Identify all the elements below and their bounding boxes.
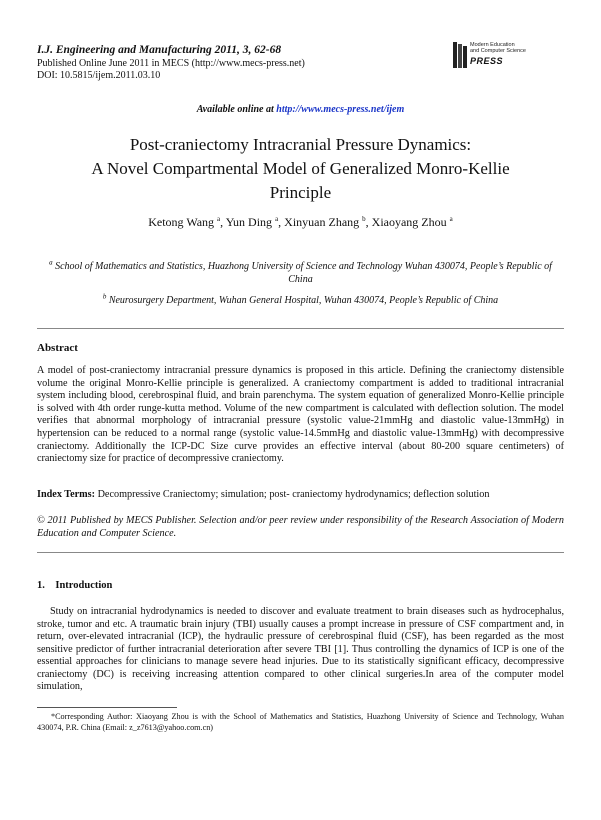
copyright-notice: © 2011 Published by MECS Publisher. Selection and/or peer review under responsibility of the Research Association of Modern Education and Computer Science.	[37, 515, 564, 539]
abstract-heading: Abstract	[37, 342, 78, 354]
index-terms-label: Index Terms:	[37, 489, 96, 500]
author-affiliation-mark: b	[362, 215, 366, 223]
abstract-body: A model of post-craniectomy intracranial pressure dynamics is proposed in this article. Defining the craniectomy distensible volume the original Monro-Kellie principle is generalized. A craniectomy compartment is added to traditional intracranial system including blood, cerebrospinal fluid, and brain parenchyma. The system equation of generalized Monro-Kellie principle is solved with 4th order runge-kutta method. Volume of the new compartment is calculated with deflection solution. The model verifies that abnormal morphology of intracranial pressure (systolic value-21mmHg and diastolic value-13mmHg) in hypertension can be reduced to a normal range (systolic value-14.5mmHg and diastolic value-13mmHg) with decompressive craniectomy. Additionally the ICP-DC Size curve provides an effective interval (about 80-200 square centimeters) of craniectomy size for practice of decompressive craniectomy.	[37, 365, 564, 465]
divider	[37, 328, 564, 329]
author-list	[0, 215, 601, 230]
logo-line-2: and Computer Science	[470, 48, 526, 55]
logo-line-1: Modern Education	[470, 42, 515, 48]
book-stack-icon	[452, 40, 468, 70]
journal-url-link[interactable]: http://www.mecs-press.net/ijem	[276, 104, 405, 115]
introduction-body: Study on intracranial hydrodynamics is needed to discover and evaluate treatment to brain diseases such as hydrocephalus, stroke, tumor and etc. A traumatic brain injury (TBI) usually causes a prompt increase in pressure of CSF compartment and, in return, over-elevated intracranial (ICP), the hydraulic pressure of cerebrospinal fluid (CSF), has been regarded as the most sensitive predictor of further intracranial deterioration after severe TBI [1]. Thus controlling the dynamics of ICP is one of the essential approaches for clinicians to manage severe head injuries. Due to its statistically significant efficacy, decompressive craniectomy (DC) is receiving increasing attention compared to other clinical surgeries.In area of the computer model simulation,	[37, 606, 564, 692]
logo-text	[470, 42, 526, 55]
paper-title	[0, 133, 601, 205]
title-line-1: Post-craniectomy Intracranial Pressure Dynamics:	[129, 135, 472, 154]
available-online	[0, 104, 601, 115]
affiliation-b-text: Neurosurgery Department, Wuhan General Hospital, Wuhan 430074, People’s Republic of China	[108, 295, 499, 306]
author-affiliation-mark: a	[449, 215, 453, 223]
author-separator: ,	[220, 215, 226, 229]
doi-line: DOI: 10.5815/ijem.2011.03.10	[37, 70, 161, 81]
author-separator: ,	[278, 215, 285, 229]
author-name: Yun Ding	[225, 215, 273, 229]
author-name: Xiaoyang Zhou	[371, 215, 447, 229]
author-name: Xinyuan Zhang	[284, 215, 360, 229]
journal-citation: I.J. Engineering and Manufacturing 2011, 3, 62-68	[37, 44, 282, 56]
author-affiliation-mark: a	[275, 215, 279, 223]
index-terms-text: Decompressive Craniectomy; simulation; post- craniectomy hydrodynamics; deflection solution	[95, 489, 490, 500]
affiliation-a-text: School of Mathematics and Statistics, Huazhong University of Science and Technology Wuhan 430074, People’s Republic of China	[55, 261, 552, 285]
divider	[37, 552, 564, 553]
mecs-press-logo	[452, 38, 572, 92]
author-name: Ketong Wang	[148, 215, 215, 229]
footnote-divider	[37, 707, 177, 708]
title-line-3: Principle	[269, 183, 332, 202]
author-affiliation-mark: a	[217, 215, 221, 223]
affiliation-mark-a: a	[49, 258, 53, 267]
available-prefix: Available online at	[196, 104, 277, 115]
affiliation-a	[45, 260, 556, 286]
affiliation-b	[45, 294, 556, 307]
affiliation-mark-b: b	[102, 292, 107, 301]
published-online-line: Published Online June 2011 in MECS (http://www.mecs-press.net)	[37, 58, 305, 69]
corresponding-author-footnote: *Corresponding Author: Xiaoyang Zhou is with the School of Mathematics and Statistics, Huazhong University of Science and Technology, Wuhan 430074, P.R. China (Email: z_z7613@yahoo.com.cn)	[37, 712, 564, 732]
title-line-2: A Novel Compartmental Model of Generalized Monro-Kellie	[91, 159, 510, 178]
author-separator: ,	[365, 215, 372, 229]
section-heading-introduction: 1. Introduction	[37, 580, 113, 591]
logo-press: PRESS	[470, 56, 504, 66]
index-terms	[37, 489, 564, 500]
